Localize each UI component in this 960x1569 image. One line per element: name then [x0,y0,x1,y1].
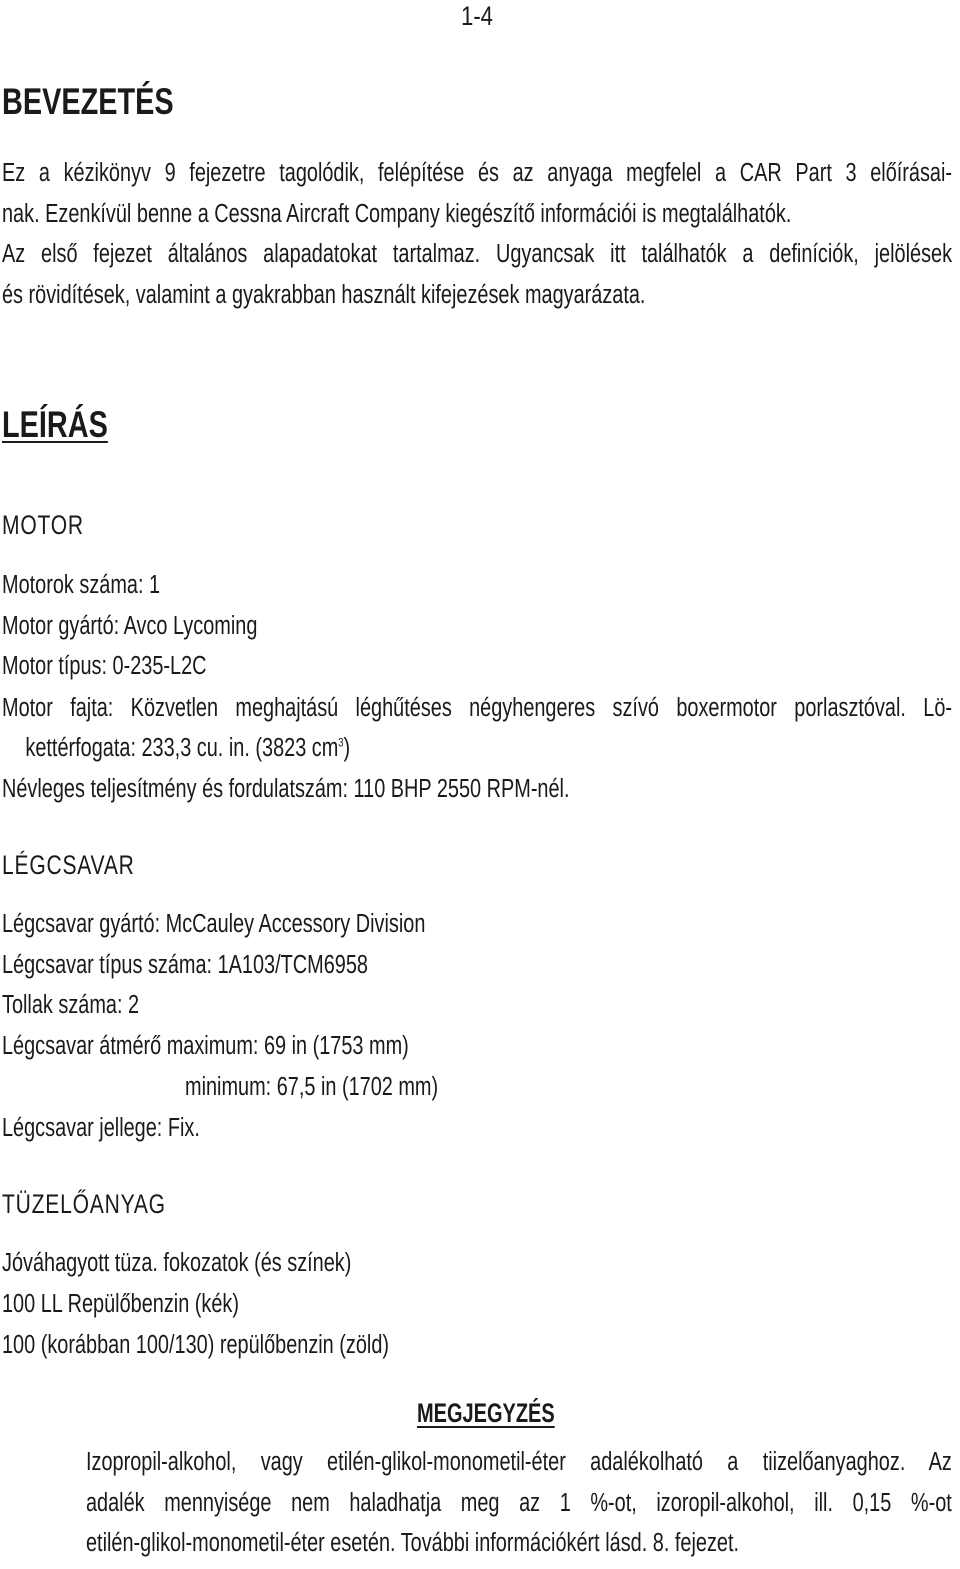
engine-title: MOTOR [2,510,84,540]
fuel-grade-1: 100 LL Repülőbenzin (kék) [2,1290,239,1318]
engine-displacement-sup: 3 [338,735,344,750]
engine-displacement [2,733,350,763]
intro-line-wrap [2,280,827,310]
engine-displacement-end: ) [343,734,351,762]
engine-type: Motor típus: 0-235-L2C [2,652,207,680]
propeller-manufacturer: Légcsavar gyártó: McCauley Accessory Division [2,910,426,938]
note-line-wrap [86,1488,960,1518]
page-number: 1-4 [461,1,494,31]
intro-line-wrap [2,239,960,269]
intro-title: BEVEZETÉS [2,81,174,122]
propeller-title: LÉGCSAVAR [2,850,135,880]
engine-kind-wrap [2,693,960,723]
engine-kind-line: Motor fajta: Közvetlen meghajtású léghűtéses négyhengeres szívó boxermotor porlasztóval. Lö- [2,694,953,722]
intro-line: és rövidítések, valamint a gyakrabban használt kifejezések magyarázata. [2,280,646,309]
fuel-approved: Jóváhagyott tüza. fokozatok (és színek) [2,1249,352,1277]
fuel-grade-2: 100 (korábban 100/130) repülőbenzin (zöld) [2,1331,390,1359]
engine-displacement-text: kettérfogata: 233,3 cu. in. (3823 cm [25,734,339,762]
intro-line: nak. Ezenkívül benne a Cessna Aircraft Company kiegészítő információi is megtalálhatók. [2,199,792,228]
propeller-pitch: Légcsavar jellege: Fix. [2,1114,200,1142]
note-line: etilén-glikol-monometil-éter esetén. További információkért lásd. 8. fejezet. [86,1529,740,1557]
intro-line: Ez a kézikönyv 9 fejezetre tagolódik, felépítése és az anyaga megfelel a CAR Part 3 előírásai- [2,159,953,187]
intro-paragraph [2,158,960,199]
intro-line: Az első fejezet általános alapadatokat tartalmaz. Ugyancsak itt találhatók a definíciók, jelölések [2,240,953,268]
note-line-wrap [86,1528,923,1558]
engine-power: Névleges teljesítmény és fordulatszám: 110 BHP 2550 RPM-nél. [2,775,570,803]
description-title: LEÍRÁS [2,404,108,445]
propeller-diameter-max: Légcsavar átmérő maximum: 69 in (1753 mm) [2,1032,409,1060]
propeller-diameter-min: minimum: 67,5 in (1702 mm) [185,1073,439,1101]
note-line: adalék mennyisége nem haladhatja meg az 1 %-ot, izoropil-alkohol, ill. 0,15 %-ot [86,1489,952,1517]
engine-count: Motorok száma: 1 [2,571,161,599]
propeller-blades: Tollak száma: 2 [2,991,140,1019]
propeller-type: Légcsavar típus száma: 1A103/TCM6958 [2,951,368,979]
fuel-title: TÜZELŐANYAG [2,1189,166,1219]
note-title: MEGJEGYZÉS [417,1398,555,1428]
note-line-wrap [86,1447,960,1477]
engine-manufacturer: Motor gyártó: Avco Lycoming [2,612,258,640]
intro-line-wrap [2,199,960,229]
note-line: Izopropil-alkohol, vagy etilén-glikol-monometil-éter adalékolható a tiizelőanyaghoz. Az [86,1448,952,1476]
